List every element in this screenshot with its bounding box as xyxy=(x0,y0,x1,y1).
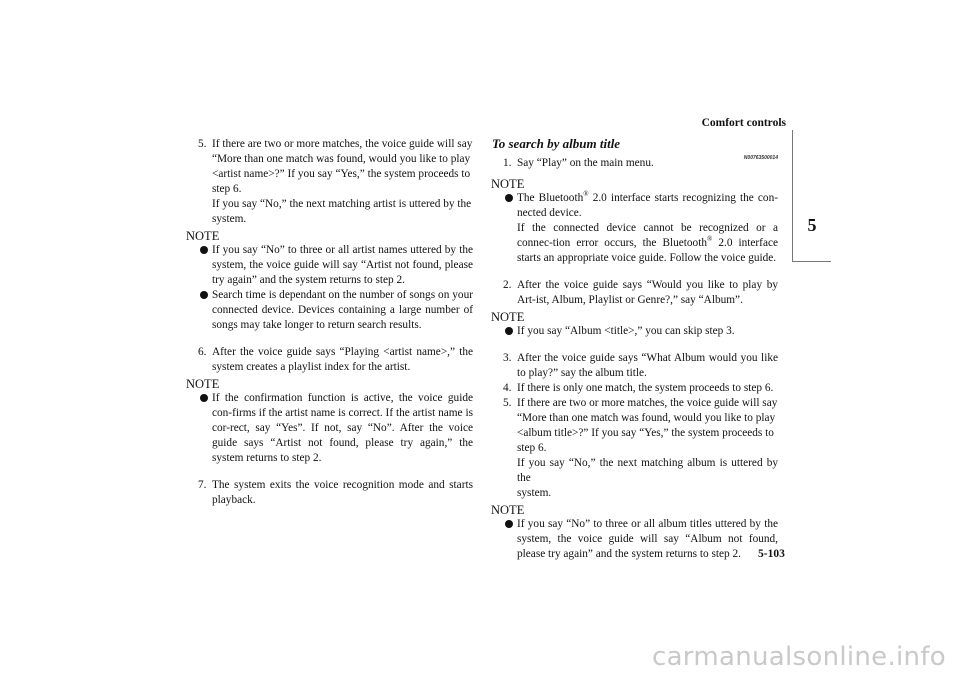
step-line: step 6. xyxy=(212,183,242,195)
left-column xyxy=(186,137,473,508)
watermark: carmanualsonline.info xyxy=(651,642,946,672)
step-number: 2. xyxy=(503,279,512,291)
note-text: If you say “Album <title>,” you can skip step 3. xyxy=(517,325,735,337)
note-label: NOTE xyxy=(491,310,525,324)
step-text: After the voice guide says “Would you like to play by Art-ist, Album, Playlist or Genre?,” say “Album”. xyxy=(517,279,778,306)
step-2-album xyxy=(503,278,778,308)
note-text: If you say “No” to three or all artist names uttered by the system, the voice guide will say “Artist not found, please try again” and the system returns to step 2. xyxy=(212,244,473,286)
note-text: If the confirmation function is active, the voice guide con-firms if the artist name is correct. If the artist name is cor-rect, say “Yes”. If not, say “No”. After the voice guide says “Artist not found, please try again,” the system returns to step 2. xyxy=(212,392,473,464)
step-7-artist xyxy=(198,478,473,508)
step-line: system. xyxy=(517,487,552,499)
note-item xyxy=(507,517,778,562)
step-3-album xyxy=(503,351,778,381)
note-item xyxy=(202,243,473,288)
note-item xyxy=(202,288,473,333)
note-label: NOTE xyxy=(491,503,525,517)
note-item xyxy=(507,191,778,266)
page-header-title: Comfort controls xyxy=(701,117,786,129)
step-text: After the voice guide says “Playing <artist name>,” the system creates a playlist index for the artist. xyxy=(212,346,473,373)
note-text: The Bluetooth xyxy=(517,192,584,204)
step-line: <artist name>?” If you say “Yes,” the system proceeds to xyxy=(212,168,471,180)
step-line: “More than one match was found, would you like to play xyxy=(517,412,776,424)
step-text: If there is only one match, the system proceeds to step 6. xyxy=(517,382,774,394)
bullet-icon xyxy=(200,246,208,254)
note-label: NOTE xyxy=(186,377,220,391)
bullet-icon xyxy=(505,327,513,335)
section-title-text: To search by album title xyxy=(492,136,621,151)
page-number: 5-103 xyxy=(758,548,785,560)
note-item xyxy=(507,324,778,339)
step-number: 6. xyxy=(198,346,207,358)
chapter-number: 5 xyxy=(807,215,817,235)
step-line: If you say “No,” the next matching album is uttered by the xyxy=(517,457,778,484)
right-column xyxy=(491,136,778,562)
step-text: Say “Play” on the main menu. xyxy=(517,157,654,169)
step-4-album xyxy=(503,381,778,396)
step-6-artist xyxy=(198,345,473,375)
chapter-tab xyxy=(792,130,831,262)
step-line: If there are two or more matches, the voice guide will say xyxy=(517,397,778,409)
step-line: <album title>?” If you say “Yes,” the system proceeds to xyxy=(517,427,774,439)
bullet-icon xyxy=(505,520,513,528)
step-line: step 6. xyxy=(517,442,547,454)
registered-mark: ® xyxy=(707,235,713,244)
note-item xyxy=(202,391,473,466)
step-number: 1. xyxy=(503,157,512,169)
bullet-icon xyxy=(505,194,513,202)
step-number: 3. xyxy=(503,352,512,364)
section-code: N00763500014 xyxy=(743,155,778,161)
note-text: If you say “No” to three or all album titles uttered by the system, the voice guide will say “Album not found, please try again” and the system returns to step 2. xyxy=(517,518,778,560)
step-1-album xyxy=(503,156,778,171)
registered-mark: ® xyxy=(583,190,589,199)
step-5-album xyxy=(503,396,778,501)
note-text: 2.0 interface starts recognizing the con-nected device. xyxy=(517,192,778,219)
step-5-artist xyxy=(198,137,473,227)
section-title xyxy=(492,136,778,161)
note-text: 2.0 interface starts an appropriate voice guide. Follow the voice guide. xyxy=(517,237,778,264)
step-number: 5. xyxy=(503,397,512,409)
note-text: Search time is dependant on the number of songs on your connected device. Devices containing a large number of songs may take longer to return search results. xyxy=(212,289,473,331)
step-line: “More than one match was found, would you like to play xyxy=(212,153,471,165)
bullet-icon xyxy=(200,291,208,299)
step-number: 7. xyxy=(198,479,207,491)
step-line: If there are two or more matches, the voice guide will say xyxy=(212,138,473,150)
step-number: 4. xyxy=(503,382,512,394)
note-label: NOTE xyxy=(186,229,220,243)
note-text: If the connected device cannot be recognized or a connec-tion error occurs, the Bluetooth xyxy=(517,222,778,249)
bullet-icon xyxy=(200,394,208,402)
step-number: 5. xyxy=(198,138,207,150)
note-label: NOTE xyxy=(491,177,525,191)
step-text: After the voice guide says “What Album would you like to play?” say the album title. xyxy=(517,352,778,379)
step-line: system. xyxy=(212,213,247,225)
step-line: If you say “No,” the next matching artist is uttered by the xyxy=(212,198,472,210)
step-text: The system exits the voice recognition mode and starts playback. xyxy=(212,479,473,506)
